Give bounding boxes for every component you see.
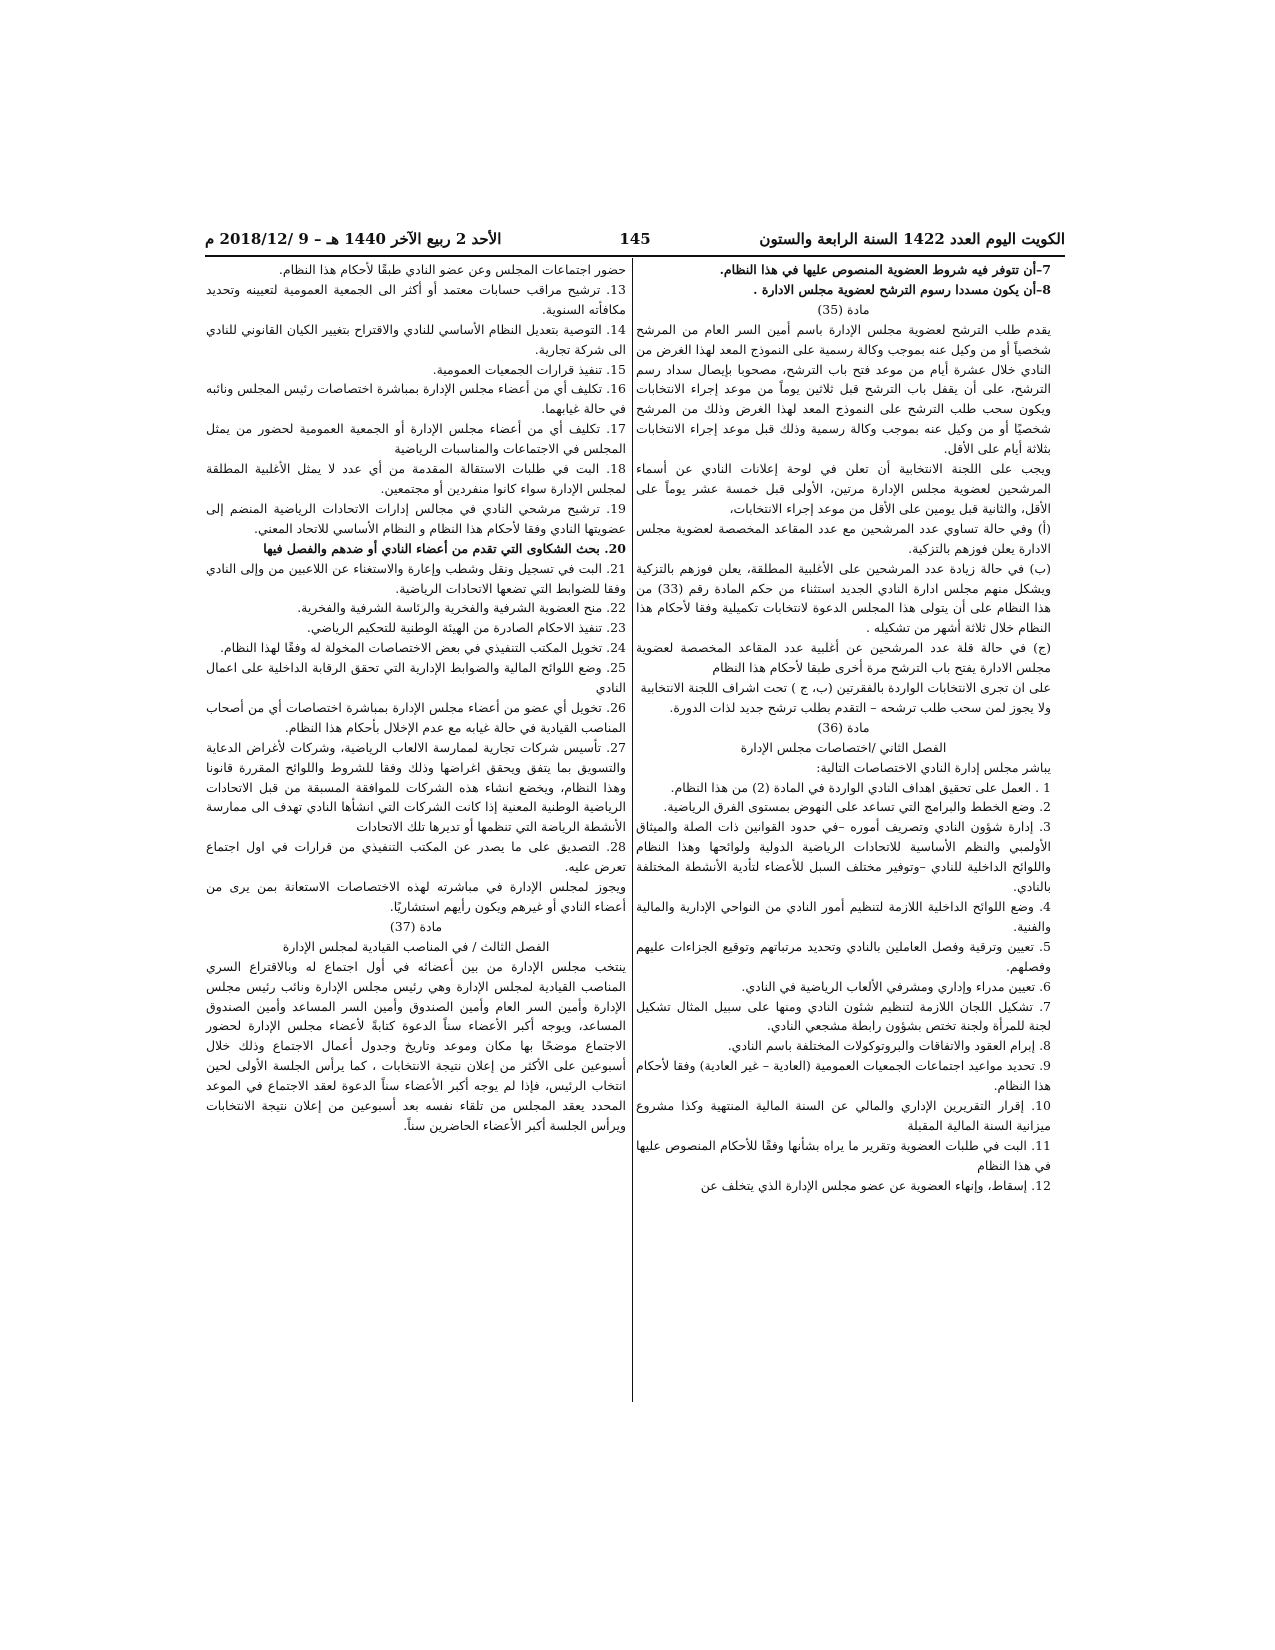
paragraph: ويجوز لمجلس الإدارة في مباشرته لهذه الاختصاصات الاستعانة بمن يرى من أعضاء النادي أو غيرهم ويكون رأيهم استشاريًا. xyxy=(206,879,626,914)
paragraph: يقدم طلب الترشح لعضوية مجلس الإدارة باسم أمين السر العام من المرشح شخصياً أو من وكيل عنه بموجب وكالة رسمية على النموذج المعد لهذا الغرض من النادي خلال عشرة أيام من موعد فتح باب الترشح، مصحوبا بإيصال سداد رسم الترشح، على أن يقفل باب الترشح قبل ثلاثين يوماً من موعد إجراء الانتخابات ويكون سحب طلب الترشح على النموذج المعد لهذا الغرض وذلك من المرشح شخصيًا أو من وكيل عنه بموجب وكالة رسمية وذلك قبل موعد إجراء الانتخابات بثلاثة أيام على الأقل. xyxy=(636,321,1051,457)
issue-date: الأحد 2 ربيع الآخر 1440 هـ – 9 /2018/12 م xyxy=(205,230,502,248)
paragraph: 17. تكليف أي من أعضاء مجلس الإدارة أو الجمعية العمومية لحضور من يمثل المجلس في الاجتماعات والمناسبات الرياضية xyxy=(206,421,626,457)
paragraph: مادة (36) xyxy=(817,719,870,735)
paragraph: 16. تكليف أي من أعضاء مجلس الإدارة بمباشرة اختصاصات رئيس المجلس ونائبه في حالة غيابهما. xyxy=(206,381,626,417)
paragraph: 24. تخويل المكتب التنفيذي في بعض الاختصاصات المخولة له وفقًا لهذا النظام. xyxy=(219,640,626,656)
gazette-issue-info: الكويت اليوم العدد 1422 السنة الرابعة والستون xyxy=(759,230,1065,248)
paragraph: 14. التوصية بتعديل النظام الأساسي للنادي والاقتراح بتغيير الكيان القانوني للنادي الى شركة تجارية. xyxy=(206,321,626,357)
paragraph: 27. تأسيس شركات تجارية لممارسة الالعاب الرياضية، وشركات لأغراض الدعاية والتسويق بما يتفق ويحقق اغراضها وذلك وفقا للشروط واللوائح المقررة قانونا وهذا النظام، ويخضع انشاء هذه الشركات للموافقة المسبقة من قبل الاتحادات الرياضية الوطنية المعنية إذا كانت الشركات التي انشأها النادي تهدف الى ممارسة الأنشطة الرياضة التي تنظمها أو تديرها تلك الاتحادات xyxy=(206,739,626,835)
paragraph: (أ) وفي حالة تساوي عدد المرشحين مع عدد المقاعد المخصصة لعضوية مجلس الادارة يعلن فوزهم بالتزكية. xyxy=(636,520,1051,556)
paragraph: 1 . العمل على تحقيق اهداف النادي الواردة في المادة (2) من هذا النظام. xyxy=(670,779,1051,795)
paragraph: 8–أن يكون مسددا رسوم الترشح لعضوية مجلس الادارة . xyxy=(753,281,1051,297)
paragraph: مادة (37) xyxy=(389,918,443,934)
paragraph: 12. إسقاط، وإنهاء العضوية عن عضو مجلس الإدارة الذي يتخلف عن xyxy=(700,1177,1051,1193)
left-column xyxy=(206,260,626,1136)
paragraph: 21. البت في تسجيل ونقل وشطب وإعارة والاستغناء عن اللاعبين من وإلى النادي وفقا للضوابط التي تضعها الاتحادات الرياضية. xyxy=(206,560,626,596)
paragraph: 4. وضع اللوائح الداخلية اللازمة لتنظيم أمور النادي من النواحي الإدارية والمالية والفنية. xyxy=(636,899,1051,934)
paragraph: 28. التصديق على ما يصدر عن المكتب التنفيذي من قرارات في اول اجتماع تعرض عليه. xyxy=(206,839,626,875)
paragraph: 6. تعيين مدراء وإداري ومشرفي الألعاب الرياضية في النادي. xyxy=(741,978,1051,994)
paragraph: 7. تشكيل اللجان اللازمة لتنظيم شئون النادي ومنها على سبيل المثال تشكيل لجنة للمرأة ولجنة تختص بشؤون رابطة مشجعي النادي. xyxy=(636,998,1051,1034)
paragraph: ويجب على اللجنة الانتخابية أن تعلن في لوحة إعلانات النادي عن أسماء المرشحين لعضوية مجلس الإدارة مرتين، الأولى قبل خمسة عشر يوماً على الأقل، والثانية قبل يومين على الأقل من موعد إجراء الانتخابات، xyxy=(636,461,1051,516)
header-rule xyxy=(205,255,1065,257)
paragraph: (ج) في حالة قلة عدد المرشحين عن أغلبية عدد المقاعد المخصصة لعضوية مجلس الادارة يفتح باب الترشح مرة أخرى طبقا لأحكام هذا النظام xyxy=(636,640,1051,676)
paragraph: 15. تنفيذ قرارات الجمعيات العمومية. xyxy=(432,361,626,377)
page-header xyxy=(205,230,1065,254)
paragraph: (ب) في حالة زيادة عدد المرشحين على الأغلبية المطلقة، يعلن فوزهم بالتزكية ويشكل منهم مجلس ادارة النادي الجديد استثناء من حكم المادة رقم (33) من هذا النظام على أن يتولى هذا المجلس الدعوة لانتخابات تكميلية وفقا لأحكام هذا النظام خلال ثلاثة أشهر من تشكيله . xyxy=(636,560,1051,636)
paragraph: 22. منح العضوية الشرفية والفخرية والرئاسة الشرفية والفخرية. xyxy=(297,600,626,616)
paragraph: على ان تجرى الانتخابات الواردة بالفقرتين (ب، ج ) تحت اشراف اللجنة الانتخابية xyxy=(640,680,1051,696)
paragraph: 3. إدارة شؤون النادي وتصريف أموره –في حدود القوانين ذات الصلة والميثاق الأولمبي والنظم الأساسية للاتحادات الرياضية الدولية ولوائحها وهذا النظام واللوائح الداخلية للنادي –وتوفير مختلف السبل للأعضاء لتأدية الأنشطة المختلفة بالنادي. xyxy=(636,819,1051,895)
paragraph: 18. البت في طلبات الاستقالة المقدمة من أي عدد لا يمثل الأغلبية المطلقة لمجلس الإدارة سواء كانوا منفردين أو مجتمعين. xyxy=(206,461,626,496)
page-number: 145 xyxy=(619,230,651,248)
right-column xyxy=(636,260,1051,1196)
paragraph: 8. إبرام العقود والاتفاقات والبروتوكولات المختلفة باسم النادي. xyxy=(727,1038,1051,1054)
paragraph: 26. تخويل أي عضو من أعضاء مجلس الإدارة بمباشرة اختصاصات أي من أصحاب المناصب القيادية في حالة غيابه مع عدم الإخلال بأحكام هذا النظام. xyxy=(206,699,626,735)
paragraph: 10. إقرار التقريرين الإداري والمالي عن السنة المالية المنتهية وكذا مشروع ميزانية السنة المالية المقبلة xyxy=(636,1098,1051,1133)
paragraph: الفصل الثالث / في المناصب القيادية لمجلس الإدارة xyxy=(282,938,550,954)
paragraph: 9. تحديد مواعيد اجتماعات الجمعيات العمومية (العادية – غير العادية) وفقا لأحكام هذا النظام. xyxy=(636,1058,1051,1094)
column-divider xyxy=(632,258,633,1402)
paragraph: ينتخب مجلس الإدارة من بين أعضائه في أول اجتماع له وبالاقتراع السري المناصب القيادية لمجلس الإدارة وهي رئيس مجلس الإدارة ونائب رئيس مجلس الإدارة وأمين السر العام وأمين الصندوق وأمين السر المساعد وأمين الصندوق المساعد، ويوجه أكبر الأعضاء سناً الدعوة كتابةً لأعضاء مجلس الإدارة لحضور الاجتماع موضحًا بها مكان وموعد وتاريخ وجدول أعمال الاجتماع وذلك خلال أسبوعين على الأكثر من إعلان نتيجة الانتخابات ، كما يرأس الجلسة الأولى لحين انتخاب الرئيس، فإذا لم يوجه أكبر الأعضاء سناً الدعوة لعقد الاجتماع في الموعد المحدد يعقد المجلس من تلقاء نفسه بعد أسبوعين من إعلان نتيجة الانتخابات ويرأس الجلسة أكبر الأعضاء الحاضرين سناً. xyxy=(206,958,626,1133)
paragraph: 7–أن تتوفر فيه شروط العضوية المنصوص عليها في هذا النظام. xyxy=(719,262,1051,277)
paragraph: يباشر مجلس إدارة النادي الاختصاصات التالية: xyxy=(816,759,1051,775)
paragraph: 2. وضع الخطط والبرامج التي تساعد على النهوض بمستوى الفرق الرياضية. xyxy=(663,799,1051,815)
paragraph: ولا يجوز لمن سحب طلب ترشحه – التقدم بطلب ترشح جديد لذات الدورة. xyxy=(669,699,1051,715)
paragraph: حضور اجتماعات المجلس وعن عضو النادي طبقًا لأحكام هذا النظام. xyxy=(278,262,626,277)
paragraph: الفصل الثاني /اختصاصات مجلس الإدارة xyxy=(740,739,947,755)
paragraph: 20. بحث الشكاوى التي تقدم من أعضاء النادي أو ضدهم والفصل فيها xyxy=(263,540,626,556)
paragraph: مادة (35) xyxy=(817,301,870,317)
paragraph: 23. تنفيذ الاحكام الصادرة من الهيئة الوطنية للتحكيم الرياضي. xyxy=(306,620,626,636)
paragraph: 25. وضع اللوائح المالية والضوابط الإدارية التي تحقق الرقابة الداخلية على اعمال النادي xyxy=(206,660,626,696)
paragraph: 11. البت في طلبات العضوية وتقرير ما يراه بشأنها وفقًا للأحكام المنصوص عليها في هذا النظام xyxy=(636,1137,1051,1173)
paragraph: 19. ترشيح مرشحي النادي في مجالس إدارات الاتحادات الرياضية المنضم إلى عضويتها النادي وفقا لأحكام هذا النظام و النظام الأساسي للاتحاد المعني. xyxy=(206,500,626,536)
paragraph: 13. ترشيح مراقب حسابات معتمد أو أكثر الى الجمعية العمومية لتعيينه وتحديد مكافأته السنوية. xyxy=(206,281,626,317)
paragraph: 5. تعيين وترقية وفصل العاملين بالنادي وتحديد مرتباتهم وتوقيع الجزاءات عليهم وفصلهم. xyxy=(636,938,1051,974)
